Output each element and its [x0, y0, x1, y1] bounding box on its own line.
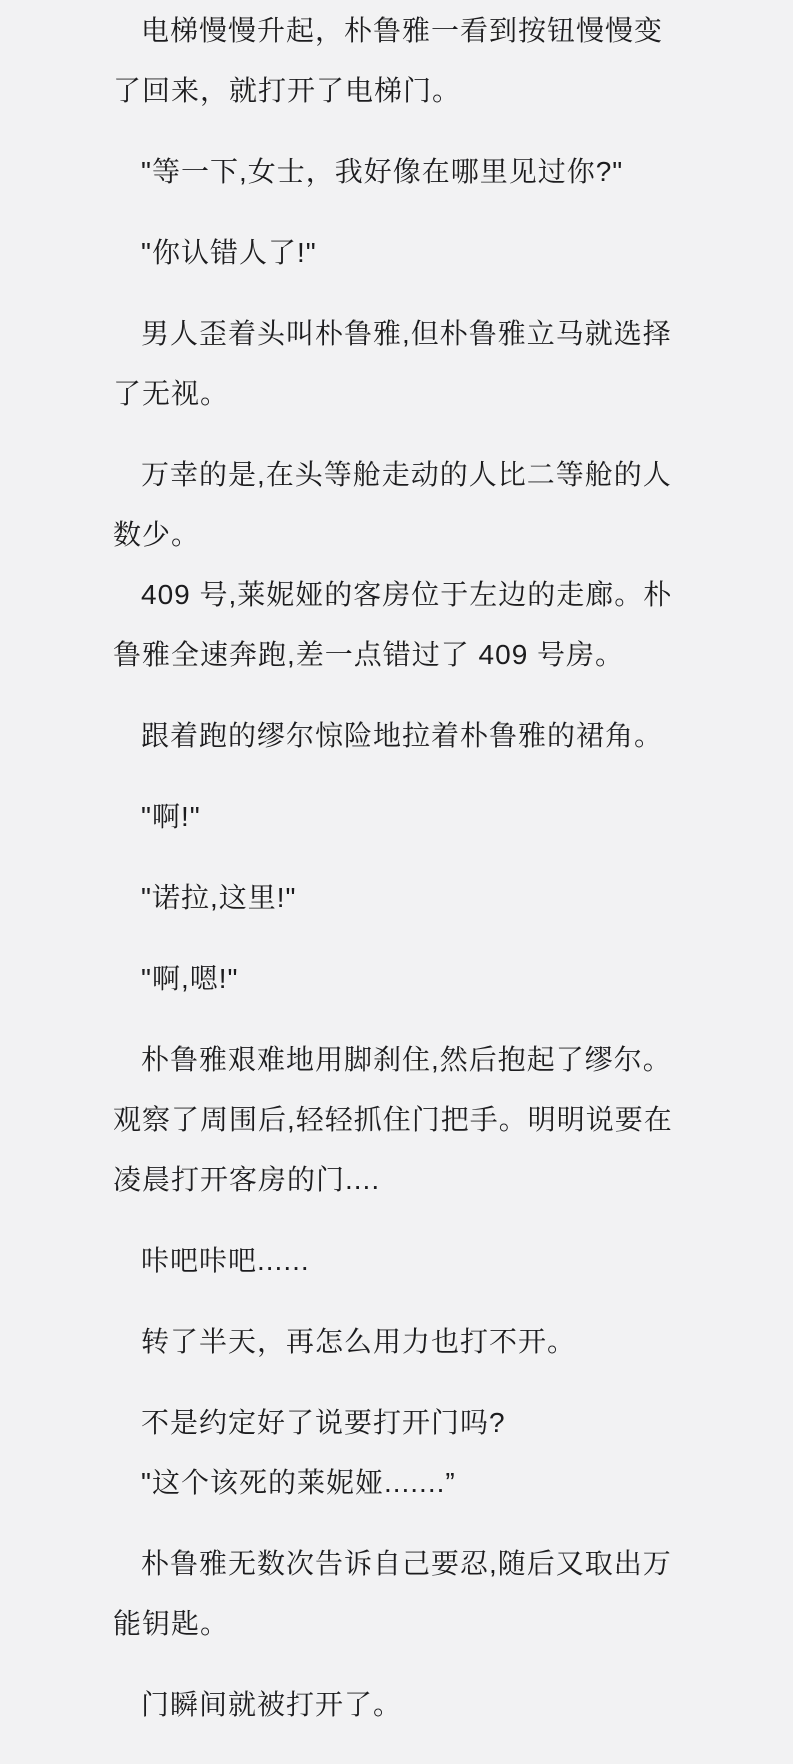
- paragraph: 不是约定好了说要打开门吗?: [141, 1407, 506, 1438]
- paragraph: 转了半天，再怎么用力也打不开。: [141, 1326, 577, 1357]
- paragraph-dialogue: "诺拉,这里!": [141, 882, 297, 913]
- paragraph: 男人歪着头叫朴鲁雅,但朴鲁雅立马就选择了无视。: [113, 318, 672, 409]
- paragraph: 朴鲁雅无数次告诉自己要忍,随后又取出万能钥匙。: [113, 1548, 672, 1639]
- paragraph-dialogue: "等一下,女士，我好像在哪里见过你?": [141, 156, 624, 187]
- paragraph: 门瞬间就被打开了。: [141, 1689, 403, 1720]
- paragraph-dialogue: "啊!": [141, 801, 201, 832]
- paragraph: 电梯慢慢升起，朴鲁雅一看到按钮慢慢变了回来，就打开了电梯门。: [113, 15, 664, 106]
- paragraph: 409 号,莱妮娅的客房位于左边的走廊。朴鲁雅全速奔跑,差一点错过了 409 号房。: [113, 579, 673, 670]
- paragraph: 朴鲁雅艰难地用脚刹住,然后抱起了缪尔。观察了周围后,轻轻抓住门把手。明明说要在凌晨打开客房的门....: [113, 1044, 673, 1195]
- paragraph-sound-effect: 咔吧咔吧......: [141, 1245, 310, 1276]
- paragraph-dialogue: "这个该死的莱妮娅.......”: [141, 1467, 456, 1498]
- paragraph-dialogue: "啊,嗯!": [141, 963, 239, 994]
- paragraph: 跟着跑的缪尔惊险地拉着朴鲁雅的裙角。: [141, 720, 664, 751]
- paragraph: 万幸的是,在头等舱走动的人比二等舱的人数少。: [113, 459, 672, 550]
- paragraph-dialogue: "你认错人了!": [141, 237, 317, 268]
